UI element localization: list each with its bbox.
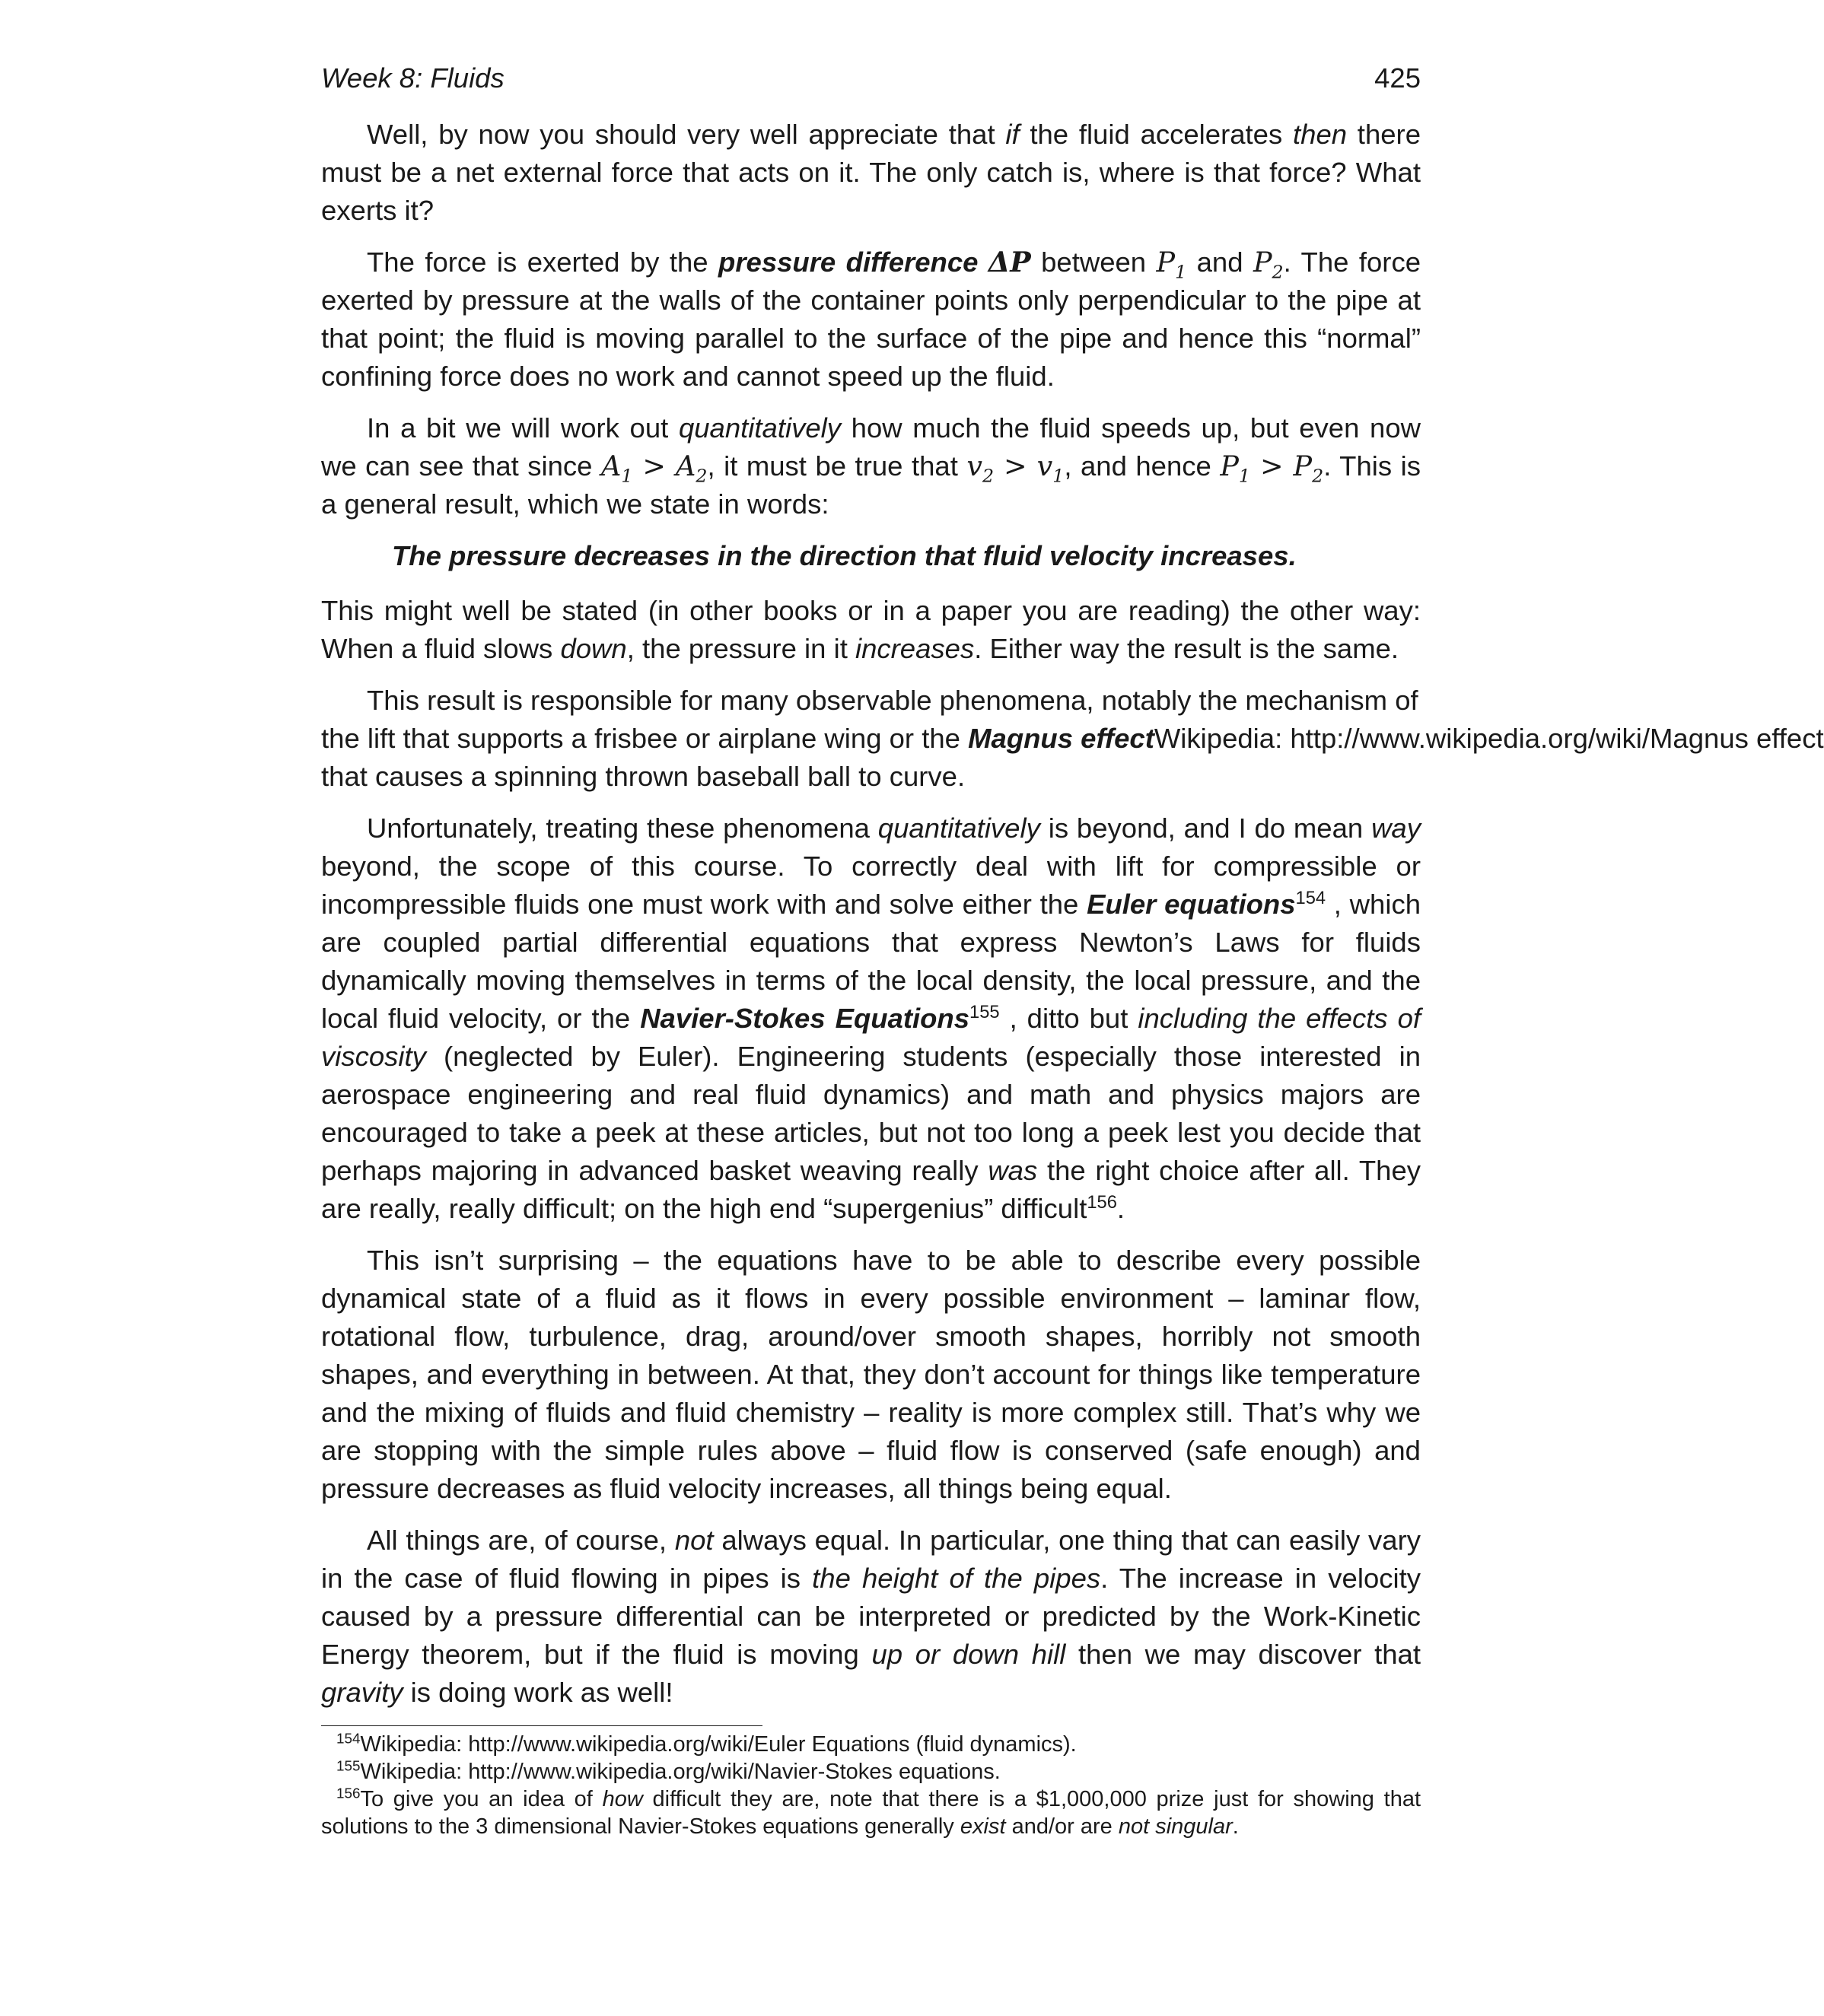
footnote-ref-154[interactable]: 154 — [1295, 888, 1326, 908]
paragraph-6: Unfortunately, treating these phenomena quantitatively is beyond, and I do mean way beyond, the scope of this course. To correctly deal with lift for compressible or incompressible fluids one must work with and solve either the Euler equations$^{154}$ , which are coupled partial differential equations that express Newton’s Laws for fluids dynamically moving themselves in terms of the local density, the local pressure, and the local fluid velocity, or the Navier-Stokes Equations$^{155}$ , ditto but including the effects of viscosity (neglected by Euler). Engineering students (especially those interested in aerospace engineering and real fluid dynamics) and math and physics majors are encouraged to take a peek at these articles, but not too long a peek lest you decide that perhaps majoring in advanced basket weaving really was the right choice after all. They are really, really difficult; on the high end “supergenius” difficult$^{156}$. — [321, 812, 1421, 1224]
footnote-ref-156[interactable]: 156 — [1087, 1192, 1117, 1213]
paragraph-1: Well, by now you should very well appreciate that if the fluid accelerates then there must be a net external force that acts on it. The only catch is, where is that force? What exerts it? — [321, 119, 1421, 226]
footnote-156: $^{156}$To give you an idea of how difficult they are, note that there is a $1,000,000 prize just for showing that solutions to the 3 dimensional Navier-Stokes equations generally exist and/or are not singular. — [321, 1785, 1421, 1839]
page-header — [321, 59, 1421, 97]
paragraph-8: All things are, of course, not always equal. In particular, one thing that can easily vary in the case of fluid flowing in pipes is the height of the pipes. The increase in velocity caused by a pressure differential can be interpreted or predicted by the Work-Kinetic Energy theorem, but if the fluid is moving up or down hill then we may discover that gravity is doing work as well! — [321, 1525, 1421, 1708]
footnotes — [321, 1731, 1421, 1840]
term-navier-stokes: Navier-Stokes Equations — [640, 1003, 970, 1034]
term-pressure-difference: pressure difference — [718, 246, 979, 278]
running-title: Week 8: Fluids — [321, 62, 505, 94]
term-magnus-effect: Magnus effect — [968, 723, 1154, 754]
magnus-wiki-link[interactable]: Wikipedia: http://www.wikipedia.org/wiki/Magnus effect — [1154, 723, 1824, 754]
key-statement: The pressure decreases in the direction that fluid velocity increases. — [392, 540, 1297, 571]
paragraph-3: In a bit we will work out quantitatively how much the fluid speeds up, but even now we can see that since $A_1 > A_2$, it must be true that $v_2 > v_1$, and hence $P_1 > P_2$. This is a general result, which we state in words: — [321, 412, 1421, 520]
footnote-155: $^{155}$Wikipedia: http://www.wikipedia.org/wiki/Navier-Stokes equations. — [336, 1757, 1001, 1784]
footnote-ref-155[interactable]: 155 — [969, 1002, 1000, 1022]
paragraph-7: This isn’t surprising – the equations have to be able to describe every possible dynamical state of a fluid as it flows in every possible environment – laminar flow, rotational flow, turbulence, drag, around/over smooth shapes, horribly not smooth shapes, and everything in between. At that, they don’t account for things like temperature and the mixing of fluids and fluid chemistry – reality is more complex still. That’s why we are stopping with the simple rules above – fluid flow is conserved (safe enough) and pressure decreases as fluid velocity increases, all things being equal. — [321, 1245, 1421, 1504]
paragraph-2: The force is exerted by the pressure difference ΔP between $P_1$ and $P_2$. The force exerted by pressure at the walls of the container points only perpendicular to the pipe at that point; the fluid is moving parallel to the surface of the pipe and hence this “normal” confining force does no work and cannot speed up the fluid. — [321, 246, 1421, 392]
footnote-rule — [321, 1725, 762, 1731]
term-euler-equations: Euler equations — [1087, 889, 1296, 920]
footnote-154: $^{154}$Wikipedia: http://www.wikipedia.org/wiki/Euler Equations (fluid dynamics). — [336, 1730, 1077, 1757]
paragraph-5: This result is responsible for many observable phenomena, notably the mechanism of the lift that supports a frisbee or airplane wing or the Magnus effectWikipedia: http://www.wikipedia.org/wiki/Magnus effect that causes a spinning thrown baseball ball to curve. — [321, 685, 1824, 792]
paragraph-4: This might well be stated (in other books or in a paper you are reading) the other way: When a fluid slows down, the pressure in it increases. Either way the result is the same. — [321, 595, 1421, 664]
page — [321, 59, 1824, 1840]
page-number: 425 — [1374, 62, 1421, 94]
